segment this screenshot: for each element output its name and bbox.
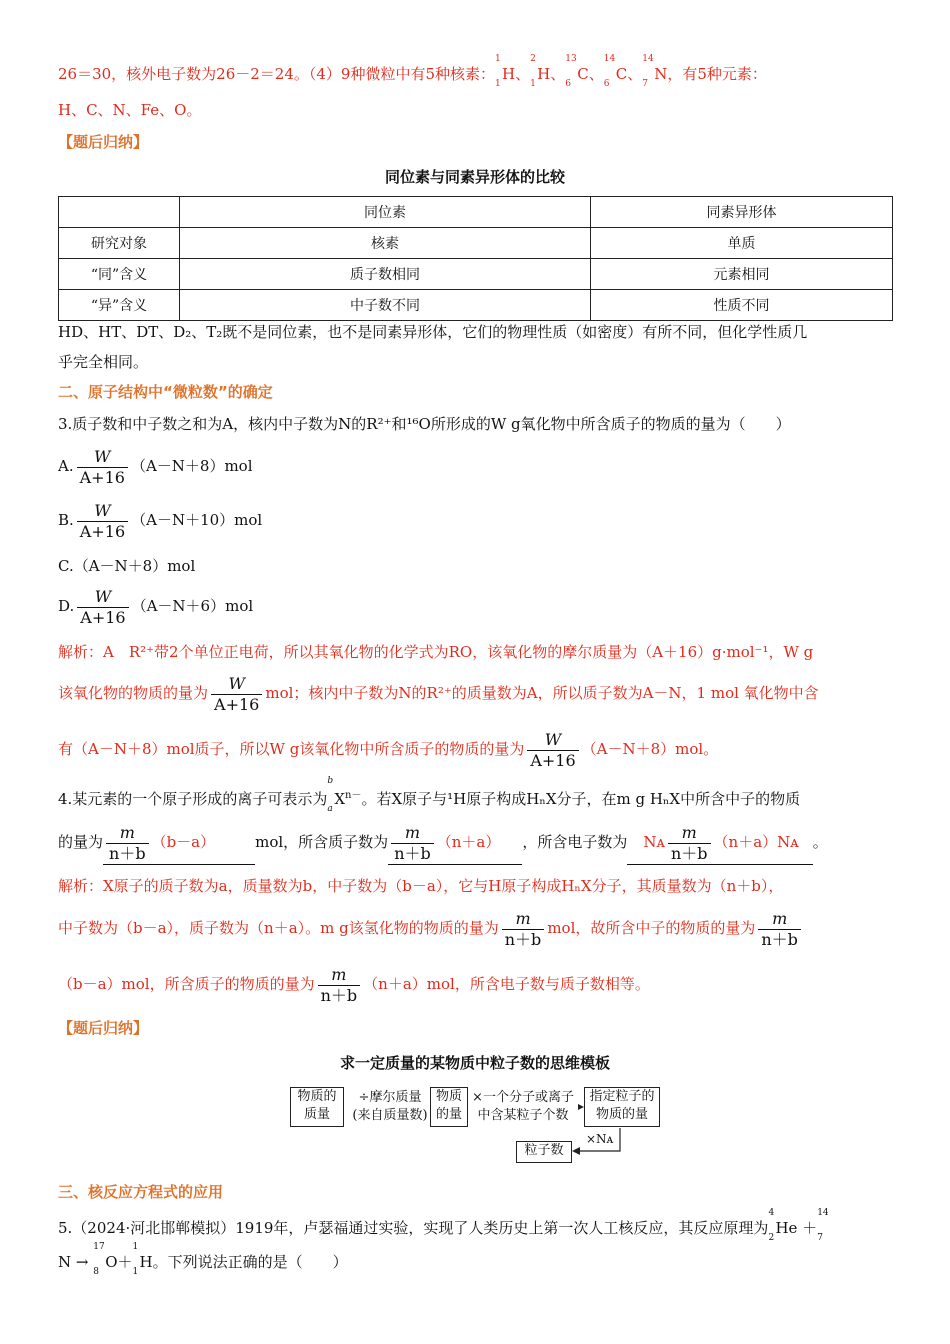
template-title: 求一定质量的某物质中粒子数的思维模板 <box>339 1054 610 1072</box>
q3-option-d <box>58 586 253 628</box>
fraction <box>106 823 149 864</box>
fraction <box>211 674 262 715</box>
q4-text: 的量为 <box>58 833 104 851</box>
thinking-template-diagram <box>290 1085 670 1165</box>
frac-num: m <box>119 822 135 842</box>
fraction <box>502 909 545 950</box>
answer-blank-1 <box>103 820 255 865</box>
frac-num: m <box>515 908 531 928</box>
analysis-text: 中子数为（b－a），质子数为（n＋a）。m g该氢化物的物质的量为 <box>58 919 499 937</box>
fraction <box>527 730 578 771</box>
analysis-text: （A－N＋8）mol。 <box>581 740 719 758</box>
frac-den: A+16 <box>77 521 128 542</box>
box-text: 质量 <box>303 1107 330 1122</box>
nuclide-h: 1 1 <box>132 1242 139 1277</box>
q4-analysis-1: 解析：X原子的质子数为a，质量数为b，中子数为（b－a），它与H原子构成HₙX分子，其质量数为（n＋b）， <box>58 877 784 895</box>
note-line-2: 乎完全相同。 <box>58 353 149 371</box>
frac-den: A+16 <box>77 467 128 488</box>
section-3-title: 三、核反应方程式的应用 <box>58 1183 224 1201</box>
nuclide-he: 4 2 He <box>768 1208 798 1243</box>
q4-text: mol，所含质子数为 <box>255 833 389 851</box>
summary-label-2: 【题后归纳】 <box>58 1019 149 1037</box>
analysis-text: 该氧化物的物质的量为 <box>58 684 209 702</box>
table-row <box>59 290 893 321</box>
q5-line-2: N → 17 8 O＋ 1 1 H。下列说法正确的是（ ） <box>58 1242 348 1277</box>
ion-atomic: a <box>327 804 333 814</box>
box-substance-mass <box>290 1087 344 1127</box>
nuclide-symbol: 14 6 C <box>603 54 628 89</box>
blank-answer: （b－a） <box>151 833 216 851</box>
section-2-title: 二、原子结构中“微粒数”的确定 <box>58 383 273 401</box>
q3-option-c: C.（A－N＋8）mol <box>58 557 196 575</box>
q4-analysis-3 <box>58 962 650 1006</box>
q4-stem <box>58 776 801 814</box>
table-cell: 中子数不同 <box>180 290 591 321</box>
table-header-cell: 同素异形体 <box>591 197 893 228</box>
blank-answer: Nᴀ <box>643 833 665 851</box>
nuclide-symbol: 13 6 C <box>565 54 589 89</box>
table-row <box>59 228 893 259</box>
q4-stem-text: 4.某元素的一个原子形成的离子可表示为 <box>58 790 328 808</box>
fraction <box>391 823 434 864</box>
ion-notation <box>327 776 362 814</box>
analysis-text: （b－a）mol，所含质子的物质的量为 <box>58 975 315 993</box>
comparison-table <box>58 196 893 321</box>
option-label: A. <box>58 457 74 475</box>
nuclide-list: 1 1 H、 2 1 H、 13 6 C、 14 6 C、 14 7 N <box>495 54 668 89</box>
box-text: 物质的量 <box>595 1107 648 1122</box>
option-text: （A－N＋10）mol <box>131 511 263 529</box>
fraction <box>77 587 128 628</box>
arrow-text: ÷摩尔质量 <box>358 1090 422 1105</box>
arrow-text: ×一个分子或离子 <box>472 1090 574 1105</box>
box-text: 指定粒子的 <box>589 1089 655 1104</box>
frac-den: n＋b <box>106 843 149 864</box>
frac-num: m <box>331 964 347 984</box>
box-text: 物质的 <box>297 1089 337 1104</box>
option-text: （A－N＋6）mol <box>131 597 254 615</box>
analysis-text: mol，故所含中子的物质的量为 <box>547 919 756 937</box>
option-text: （A－N＋8）mol <box>130 457 253 475</box>
box-amount <box>430 1087 468 1127</box>
table-row <box>59 259 893 290</box>
q3-analysis-3 <box>58 728 718 771</box>
q5-text: 5.（2024·河北邯郸模拟）1919年，卢瑟福通过实验，实现了人类历史上第一次人工核反应，其反应原理为 <box>58 1219 769 1237</box>
table-header-cell: 同位素 <box>180 197 591 228</box>
frac-den: A+16 <box>211 694 262 715</box>
q3-analysis-2 <box>58 672 819 715</box>
q4-stem-text: 。若X原子与¹H原子构成HₙX分子，在m g HₙX中所含中子的物质 <box>361 790 801 808</box>
note-line-1: HD、HT、DT、D₂、T₂既不是同位素，也不是同素异形体，它们的物理性质（如密度）有所不同，但化学性质几 <box>58 323 808 341</box>
summary-label-1: 【题后归纳】 <box>58 133 149 151</box>
box-particle-count: 粒子数 <box>516 1141 572 1163</box>
fraction <box>77 447 128 488</box>
frac-den: n＋b <box>391 843 434 864</box>
q3-analysis-1: 解析：A R²⁺带2个单位正电荷，所以其氧化物的化学式为RO，该氧化物的摩尔质量为（A＋16）g·mol⁻¹，W g <box>58 643 814 661</box>
q4-text: 。 <box>812 833 828 851</box>
blank-answer: （n＋a）Nᴀ <box>713 833 799 851</box>
q4-text: ，所含电子数为 <box>522 833 628 851</box>
frac-den: n＋b <box>758 929 801 950</box>
intro-text-end: ，有5种元素： <box>667 65 767 83</box>
box-text: 的量 <box>435 1107 462 1122</box>
frac-den: A+16 <box>527 750 578 771</box>
ion-mass: b <box>327 776 334 786</box>
frac-num: m <box>404 822 421 842</box>
frac-den: n＋b <box>318 985 361 1006</box>
q3-stem: 3.质子数和中子数之和为A，核内中子数为N的R²⁺和¹⁶O所形成的W g氧化物中所含质子的物质的量为（ ） <box>58 415 791 433</box>
frac-num: m <box>772 908 788 928</box>
fraction <box>318 965 361 1006</box>
arrow-label-1 <box>344 1089 436 1125</box>
q5-text: H。下列说法正确的是（ ） <box>139 1253 348 1271</box>
frac-num: W <box>228 673 245 693</box>
nuclide-symbol: 2 1 H <box>530 54 551 89</box>
frac-num: W <box>94 586 112 606</box>
arrow-text: (来自质量数) <box>352 1108 428 1123</box>
table-title: 同位素与同素异形体的比较 <box>384 168 565 186</box>
q4-blanks-line <box>58 820 828 865</box>
q3-option-b <box>58 500 262 542</box>
arrow-label-2 <box>468 1089 578 1125</box>
blank-answer: （n＋a） <box>436 833 501 851</box>
frac-num: W <box>94 446 111 466</box>
table-cell: “异”含义 <box>59 290 180 321</box>
frac-num: m <box>681 822 697 842</box>
frac-den: A+16 <box>77 607 128 628</box>
table-header-cell <box>59 197 180 228</box>
table-header-row <box>59 197 893 228</box>
ion-symbol: X <box>334 790 346 808</box>
nuclide-symbol: 14 7 N <box>642 54 668 89</box>
table-cell: 研究对象 <box>59 228 180 259</box>
table-cell: 元素相同 <box>591 259 893 290</box>
answer-blank-2 <box>388 820 522 865</box>
option-label: B. <box>58 511 74 529</box>
table-cell: 质子数相同 <box>180 259 591 290</box>
nuclide-symbol: 1 1 H <box>495 54 516 89</box>
reaction-arrow: → <box>71 1253 94 1271</box>
table-cell: 核素 <box>180 228 591 259</box>
option-label: D. <box>58 597 75 615</box>
q4-analysis-2 <box>58 906 804 950</box>
analysis-text: 有（A－N＋8）mol质子，所以W g该氧化物中所含质子的物质的量为 <box>58 740 525 758</box>
fraction <box>668 823 711 864</box>
fraction <box>758 909 801 950</box>
table-cell: 单质 <box>591 228 893 259</box>
frac-den: n＋b <box>502 929 545 950</box>
nuclide-o: 17 8 <box>93 1242 105 1277</box>
intro-text: 26＝30，核外电子数为26－2＝24。（4）9种微粒中有5种核素： <box>58 65 496 83</box>
ion-charge: n－ <box>345 790 362 801</box>
frac-num: W <box>94 500 111 520</box>
box-particle-amount <box>584 1087 660 1127</box>
table-cell: 性质不同 <box>591 290 893 321</box>
arrow-label-3: ×Nᴀ <box>586 1132 614 1146</box>
arrow-text: 中含某粒子个数 <box>477 1108 569 1123</box>
frac-den: n＋b <box>668 843 711 864</box>
q5-text: O＋ <box>105 1253 133 1271</box>
fraction <box>77 501 128 542</box>
frac-num: W <box>544 729 562 749</box>
analysis-text: mol；核内中子数为N的R²⁺的质量数为A，所以质子数为A－N，1 mol 氧化物中含 <box>265 684 819 702</box>
analysis-text: （n＋a）mol，所含电子数与质子数相等。 <box>363 975 650 993</box>
box-text: 物质 <box>435 1089 462 1104</box>
intro-line-1 <box>58 54 767 89</box>
q5-line-1: 5.（2024·河北邯郸模拟）1919年，卢瑟福通过实验，实现了人类历史上第一次人工核反应，其反应原理为 4 2 He ＋ 14 7 <box>58 1208 829 1243</box>
table-cell: “同”含义 <box>59 259 180 290</box>
intro-line-2: H、C、N、Fe、O。 <box>58 101 202 119</box>
answer-blank-3 <box>627 820 812 865</box>
nuclide-n: 14 7 <box>817 1208 829 1243</box>
q3-option-a <box>58 446 253 488</box>
